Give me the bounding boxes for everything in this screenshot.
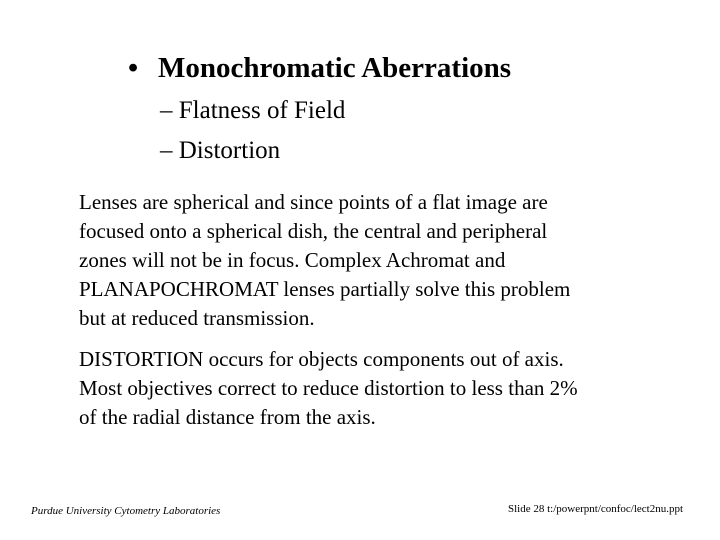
paragraph-line: zones will not be in focus. Complex Achromat and [79, 248, 506, 272]
paragraph-line: PLANAPOCHROMAT lenses partially solve this problem [79, 277, 571, 301]
sub-item-distortion: – Distortion [160, 137, 281, 164]
footer-lab-name: Purdue University Cytometry Laboratories [31, 505, 221, 517]
footer-slide-info: Slide 28 t:/powerpnt/confoc/lect2nu.ppt [508, 503, 684, 515]
paragraph-lenses [79, 188, 679, 333]
paragraph-line: of the radial distance from the axis. [79, 405, 376, 429]
paragraph-line: DISTORTION occurs for objects components out of axis. [79, 347, 564, 371]
paragraph-line: Most objectives correct to reduce distortion to less than 2% [79, 376, 578, 400]
paragraph-line: but at reduced transmission. [79, 306, 315, 330]
bullet-icon: • [128, 52, 139, 84]
paragraph-distortion [79, 345, 679, 432]
heading-bullet-item [128, 48, 511, 88]
paragraph-line: Lenses are spherical and since points of a flat image are [79, 190, 548, 214]
sub-item-flatness-of-field: – Flatness of Field [160, 97, 346, 124]
paragraph-line: focused onto a spherical dish, the central and peripheral [79, 219, 548, 243]
heading-text: Monochromatic Aberrations [158, 52, 512, 84]
